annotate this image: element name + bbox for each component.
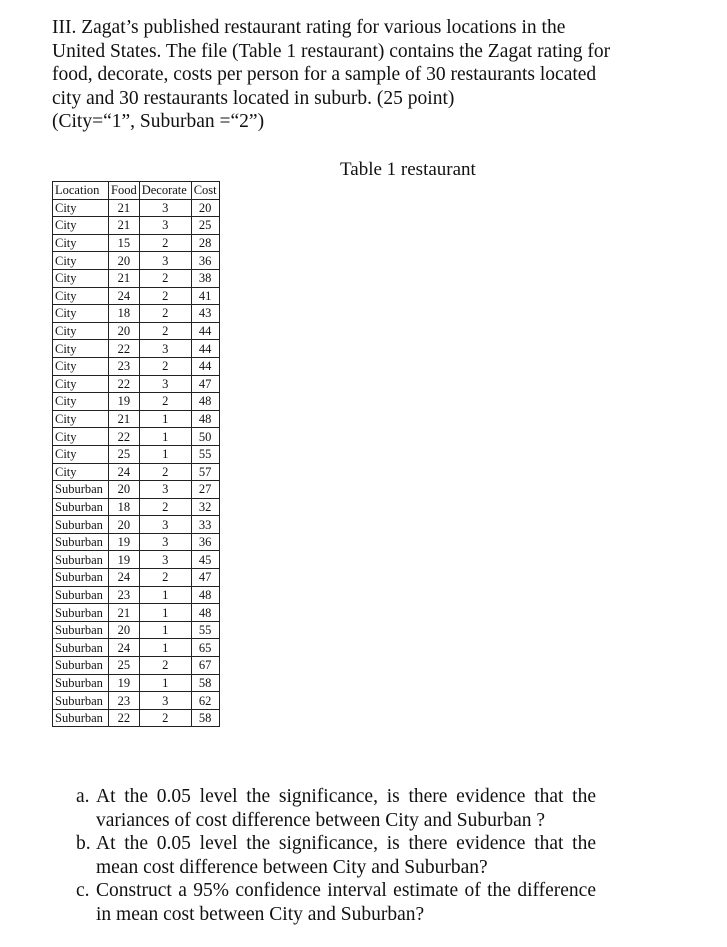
- table-row: [53, 410, 220, 428]
- food-cell: 22: [109, 709, 140, 727]
- location-cell: Suburban: [53, 516, 109, 534]
- food-cell: 21: [109, 217, 140, 235]
- cost-cell: 48: [191, 604, 219, 622]
- table-row: [53, 657, 220, 675]
- question-text: At the 0.05 level the significance, is there evidence that the variances of cost difference between City and Suburban ?: [96, 786, 596, 831]
- cost-cell: 28: [191, 234, 219, 252]
- location-cell: City: [53, 305, 109, 323]
- location-cell: City: [53, 252, 109, 270]
- table-row: [53, 322, 220, 340]
- cost-cell: 48: [191, 393, 219, 411]
- decorate-cell: 2: [139, 657, 191, 675]
- table-header-row: [53, 182, 220, 200]
- decorate-cell: 2: [139, 287, 191, 305]
- table-row: [53, 692, 220, 710]
- food-cell: 21: [109, 604, 140, 622]
- cost-cell: 62: [191, 692, 219, 710]
- question-marker: a.: [76, 786, 90, 807]
- table-row: [53, 357, 220, 375]
- table-row: [53, 586, 220, 604]
- cost-cell: 65: [191, 639, 219, 657]
- decorate-cell: 2: [139, 234, 191, 252]
- decorate-cell: 3: [139, 217, 191, 235]
- decorate-cell: 2: [139, 269, 191, 287]
- question-list: [76, 785, 596, 926]
- location-cell: Suburban: [53, 586, 109, 604]
- food-cell: 25: [109, 657, 140, 675]
- food-cell: 20: [109, 516, 140, 534]
- cost-cell: 41: [191, 287, 219, 305]
- table-row: [53, 340, 220, 358]
- location-cell: City: [53, 463, 109, 481]
- cost-cell: 25: [191, 217, 219, 235]
- food-cell: 22: [109, 428, 140, 446]
- cost-cell: 58: [191, 709, 219, 727]
- decorate-cell: 2: [139, 393, 191, 411]
- table-row: [53, 551, 220, 569]
- location-cell: Suburban: [53, 604, 109, 622]
- table-row: [53, 639, 220, 657]
- food-cell: 21: [109, 269, 140, 287]
- food-cell: 19: [109, 551, 140, 569]
- cost-cell: 45: [191, 551, 219, 569]
- cost-cell: 36: [191, 252, 219, 270]
- location-cell: City: [53, 234, 109, 252]
- location-cell: Suburban: [53, 709, 109, 727]
- food-cell: 23: [109, 586, 140, 604]
- cost-cell: 36: [191, 533, 219, 551]
- location-cell: Suburban: [53, 533, 109, 551]
- table-row: [53, 498, 220, 516]
- table-row: [53, 709, 220, 727]
- coding-note: (City=“1”, Suburban =“2”): [52, 111, 265, 132]
- location-cell: Suburban: [53, 481, 109, 499]
- cost-cell: 55: [191, 621, 219, 639]
- table-body: [53, 199, 220, 727]
- location-cell: Suburban: [53, 621, 109, 639]
- decorate-cell: 2: [139, 498, 191, 516]
- table-caption: Table 1 restaurant: [340, 159, 476, 180]
- problem-paragraph: III. Zagat’s published restaurant rating for various locations in the United States. The file (Table 1 restaurant) contains the Zagat rating for food, decorate, costs per person for a sample of 30 restaurants located city and 30 restaurants located in suburb. (25 point): [52, 17, 611, 109]
- table-row: [53, 287, 220, 305]
- problem-statement: [52, 16, 612, 134]
- location-cell: Suburban: [53, 639, 109, 657]
- table-row: [53, 533, 220, 551]
- food-cell: 20: [109, 621, 140, 639]
- decorate-cell: 1: [139, 639, 191, 657]
- location-cell: City: [53, 357, 109, 375]
- food-cell: 24: [109, 639, 140, 657]
- cost-cell: 55: [191, 445, 219, 463]
- food-cell: 22: [109, 340, 140, 358]
- location-cell: City: [53, 445, 109, 463]
- header-cost: Cost: [191, 182, 219, 200]
- cost-cell: 47: [191, 375, 219, 393]
- food-cell: 21: [109, 410, 140, 428]
- table-row: [53, 445, 220, 463]
- food-cell: 24: [109, 287, 140, 305]
- decorate-cell: 2: [139, 357, 191, 375]
- food-cell: 20: [109, 481, 140, 499]
- cost-cell: 27: [191, 481, 219, 499]
- food-cell: 19: [109, 393, 140, 411]
- cost-cell: 58: [191, 674, 219, 692]
- location-cell: Suburban: [53, 692, 109, 710]
- location-cell: Suburban: [53, 498, 109, 516]
- table-row: [53, 428, 220, 446]
- location-cell: City: [53, 199, 109, 217]
- decorate-cell: 1: [139, 621, 191, 639]
- location-cell: City: [53, 322, 109, 340]
- table-row: [53, 463, 220, 481]
- restaurant-table: [52, 181, 220, 727]
- location-cell: Suburban: [53, 674, 109, 692]
- decorate-cell: 1: [139, 674, 191, 692]
- location-cell: City: [53, 410, 109, 428]
- food-cell: 23: [109, 357, 140, 375]
- decorate-cell: 1: [139, 445, 191, 463]
- table-row: [53, 375, 220, 393]
- table-row: [53, 516, 220, 534]
- location-cell: Suburban: [53, 657, 109, 675]
- food-cell: 19: [109, 533, 140, 551]
- decorate-cell: 3: [139, 551, 191, 569]
- decorate-cell: 3: [139, 481, 191, 499]
- location-cell: City: [53, 393, 109, 411]
- decorate-cell: 1: [139, 410, 191, 428]
- decorate-cell: 3: [139, 516, 191, 534]
- food-cell: 15: [109, 234, 140, 252]
- food-cell: 25: [109, 445, 140, 463]
- cost-cell: 43: [191, 305, 219, 323]
- table-row: [53, 621, 220, 639]
- table-row: [53, 252, 220, 270]
- decorate-cell: 1: [139, 586, 191, 604]
- question-item: [76, 785, 596, 832]
- decorate-cell: 2: [139, 569, 191, 587]
- food-cell: 22: [109, 375, 140, 393]
- cost-cell: 57: [191, 463, 219, 481]
- food-cell: 21: [109, 199, 140, 217]
- decorate-cell: 1: [139, 428, 191, 446]
- table-row: [53, 217, 220, 235]
- header-location: Location: [53, 182, 109, 200]
- location-cell: City: [53, 269, 109, 287]
- cost-cell: 48: [191, 586, 219, 604]
- cost-cell: 20: [191, 199, 219, 217]
- question-item: [76, 832, 596, 879]
- decorate-cell: 3: [139, 199, 191, 217]
- location-cell: City: [53, 375, 109, 393]
- food-cell: 19: [109, 674, 140, 692]
- food-cell: 18: [109, 305, 140, 323]
- table-row: [53, 604, 220, 622]
- location-cell: City: [53, 428, 109, 446]
- decorate-cell: 3: [139, 340, 191, 358]
- decorate-cell: 2: [139, 322, 191, 340]
- header-decorate: Decorate: [139, 182, 191, 200]
- table-row: [53, 674, 220, 692]
- location-cell: Suburban: [53, 551, 109, 569]
- table-row: [53, 199, 220, 217]
- decorate-cell: 2: [139, 305, 191, 323]
- decorate-cell: 2: [139, 709, 191, 727]
- cost-cell: 48: [191, 410, 219, 428]
- table-row: [53, 393, 220, 411]
- food-cell: 20: [109, 252, 140, 270]
- cost-cell: 44: [191, 357, 219, 375]
- decorate-cell: 3: [139, 375, 191, 393]
- question-marker: b.: [76, 833, 91, 854]
- cost-cell: 44: [191, 322, 219, 340]
- decorate-cell: 3: [139, 533, 191, 551]
- cost-cell: 33: [191, 516, 219, 534]
- decorate-cell: 2: [139, 463, 191, 481]
- header-food: Food: [109, 182, 140, 200]
- decorate-cell: 3: [139, 252, 191, 270]
- decorate-cell: 1: [139, 604, 191, 622]
- cost-cell: 38: [191, 269, 219, 287]
- cost-cell: 44: [191, 340, 219, 358]
- food-cell: 18: [109, 498, 140, 516]
- cost-cell: 67: [191, 657, 219, 675]
- food-cell: 24: [109, 569, 140, 587]
- table-row: [53, 481, 220, 499]
- location-cell: City: [53, 217, 109, 235]
- decorate-cell: 3: [139, 692, 191, 710]
- table-row: [53, 234, 220, 252]
- location-cell: City: [53, 340, 109, 358]
- table-row: [53, 269, 220, 287]
- table-row: [53, 569, 220, 587]
- question-marker: c.: [76, 880, 90, 901]
- cost-cell: 47: [191, 569, 219, 587]
- question-text: At the 0.05 level the significance, is there evidence that the mean cost difference between City and Suburban?: [96, 833, 596, 878]
- cost-cell: 32: [191, 498, 219, 516]
- question-text: Construct a 95% confidence interval estimate of the difference in mean cost between City and Suburban?: [96, 880, 596, 925]
- food-cell: 24: [109, 463, 140, 481]
- table-row: [53, 305, 220, 323]
- food-cell: 23: [109, 692, 140, 710]
- location-cell: Suburban: [53, 569, 109, 587]
- cost-cell: 50: [191, 428, 219, 446]
- question-item: [76, 879, 596, 926]
- location-cell: City: [53, 287, 109, 305]
- food-cell: 20: [109, 322, 140, 340]
